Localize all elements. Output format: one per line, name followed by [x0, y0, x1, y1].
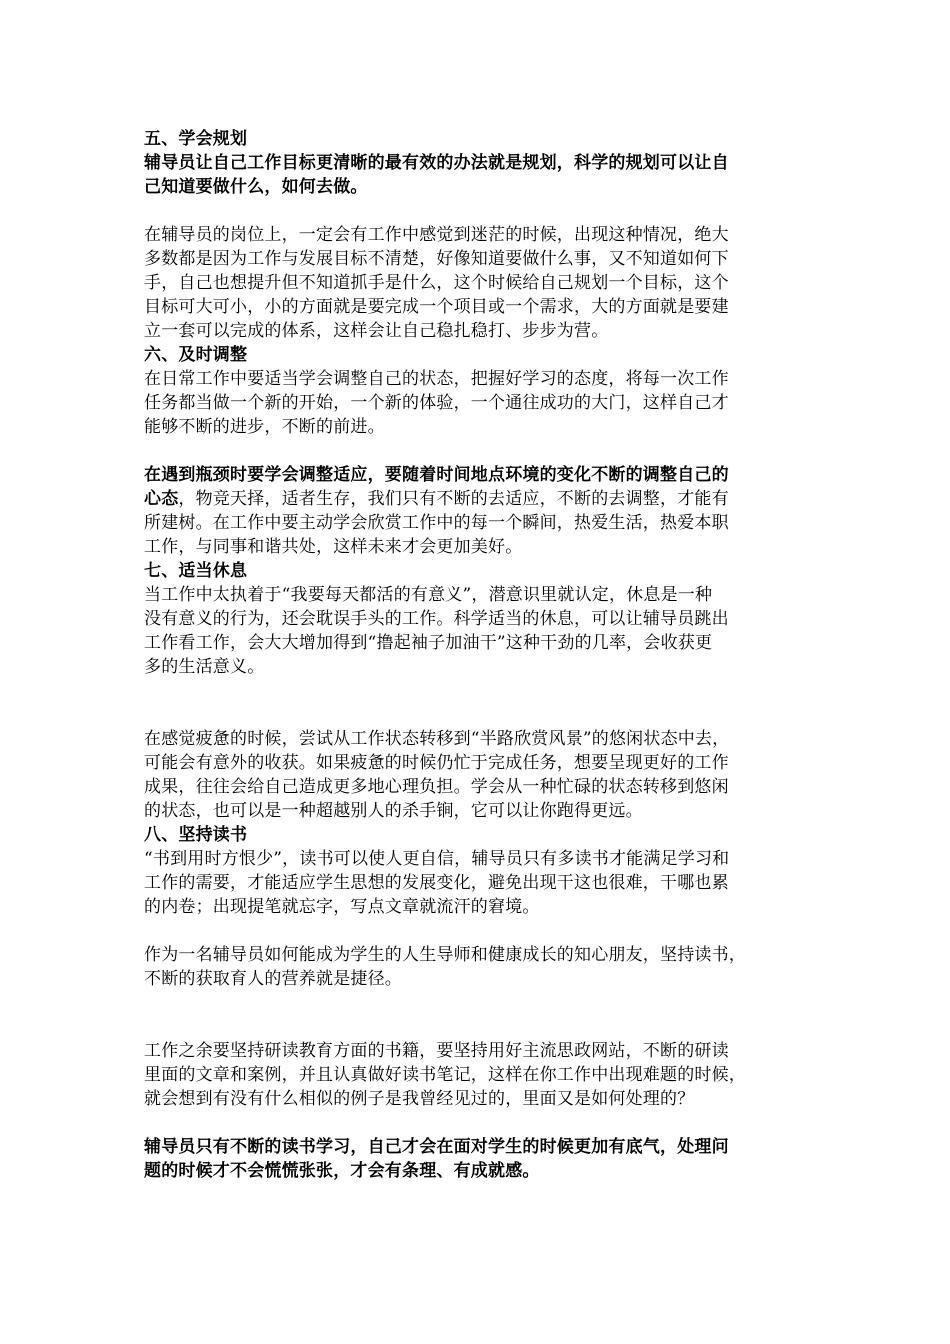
paragraph-line: 的状态，也可以是一种超越别人的杀手锏，它可以让你跑得更远。 [144, 801, 643, 821]
paragraph-line: 在日常工作中要适当学会调整自己的状态，把握好学习的态度，将每一次工作 [144, 369, 729, 389]
paragraph-line: 工作之余要坚持研读教育方面的书籍，要坚持用好主流思政网站，不断的研读 [144, 1041, 729, 1061]
paragraph-gap [144, 679, 810, 727]
normal-run: ，物竞天择，适者生存，我们只有不断的去适应，不断的去调整，才能有 [178, 489, 729, 509]
paragraph-line: 没有意义的行为，还会耽误手头的工作。科学适当的休息，可以让辅导员跳出 [144, 609, 729, 629]
paragraph-line: 在遇到瓶颈时要学会调整适应，要随着时间地点环境的变化不断的调整自己的 [144, 465, 729, 485]
paragraph-gap [144, 919, 810, 943]
paragraph-line: 工作，与同事和谐共处，这样未来才会更加美好。 [144, 537, 523, 557]
paragraph-line: 所建树。在工作中要主动学会欣赏工作中的每一个瞬间，热爱生活，热爱本职 [144, 513, 729, 533]
paragraph-line: 就会想到有没有什么相似的例子是我曾经见过的，里面又是如何处理的？ [144, 1089, 695, 1109]
paragraph-line: 能够不断的进步，不断的前进。 [144, 417, 385, 437]
paragraph-line: 辅导员让自己工作目标更清晰的最有效的办法就是规划，科学的规划可以让自 [144, 153, 729, 173]
paragraph-line: 多数都是因为工作与发展目标不清楚，好像知道要做什么事，又不知道如何下 [144, 249, 729, 269]
paragraph-gap [144, 199, 810, 223]
document-page [144, 127, 810, 1183]
paragraph-gap [144, 991, 810, 1039]
section-heading-5: 五、学会规划 [144, 129, 248, 149]
paragraph-line: 题的时候才不会慌慌张张，才会有条理、有成就感。 [144, 1161, 540, 1181]
bold-run: 心态 [144, 489, 179, 509]
paragraph-line: 不断的获取育人的营养就是捷径。 [144, 969, 402, 989]
paragraph-line: 当工作中太执着于“我要每天都活的有意义”，潜意识里就认定，休息是一种 [144, 585, 713, 605]
paragraph-line: 在辅导员的岗位上，一定会有工作中感觉到迷茫的时候，出现这种情况，绝大 [144, 225, 729, 245]
paragraph-line: 手，自己也想提升但不知道抓手是什么，这个时候给自己规划一个目标，这个 [144, 273, 729, 293]
paragraph-line: 可能会有意外的收获。如果疲惫的时候仍忙于完成任务，想要呈现更好的工作 [144, 753, 729, 773]
paragraph-line: 辅导员只有不断的读书学习，自己才会在面对学生的时候更加有底气，处理问 [144, 1137, 729, 1157]
paragraph-line: 作为一名辅导员如何能成为学生的人生导师和健康成长的知心朋友，坚持读书， [144, 945, 746, 965]
paragraph-line: “书到用时方恨少”，读书可以使人更自信，辅导员只有多读书才能满足学习和 [144, 849, 730, 869]
section-heading-7: 七、适当休息 [144, 561, 248, 581]
paragraph-line: 多的生活意义。 [144, 657, 265, 677]
paragraph-line: 工作看工作，会大大增加得到“撸起袖子加油干”这种干劲的几率，会收获更 [144, 633, 713, 653]
section-heading-8: 八、坚持读书 [144, 825, 248, 845]
paragraph-line: 目标可大可小，小的方面就是要完成一个项目或一个需求，大的方面就是要建 [144, 297, 729, 317]
paragraph-line: 里面的文章和案例，并且认真做好读书笔记，这样在你工作中出现难题的时候， [144, 1065, 746, 1085]
paragraph-line-mixed [144, 487, 810, 511]
paragraph-line: 工作的需要，才能适应学生思想的发展变化，避免出现干这也很难，干哪也累 [144, 873, 729, 893]
paragraph-line: 在感觉疲惫的时候，尝试从工作状态转移到“半路欣赏风景”的悠闲状态中去， [144, 729, 730, 749]
paragraph-gap [144, 439, 810, 463]
paragraph-line: 成果，往往会给自己造成更多地心理负担。学会从一种忙碌的状态转移到悠闲 [144, 777, 729, 797]
paragraph-line: 立一套可以完成的体系，这样会让自己稳扎稳打、步步为营。 [144, 321, 609, 341]
section-heading-6: 六、及时调整 [144, 345, 248, 365]
paragraph-line: 的内卷；出现提笔就忘字，写点文章就流汗的窘境。 [144, 897, 540, 917]
paragraph-gap [144, 1111, 810, 1135]
paragraph-line: 任务都当做一个新的开始，一个新的体验，一个通往成功的大门，这样自己才 [144, 393, 729, 413]
paragraph-line: 己知道要做什么，如何去做。 [144, 177, 368, 197]
